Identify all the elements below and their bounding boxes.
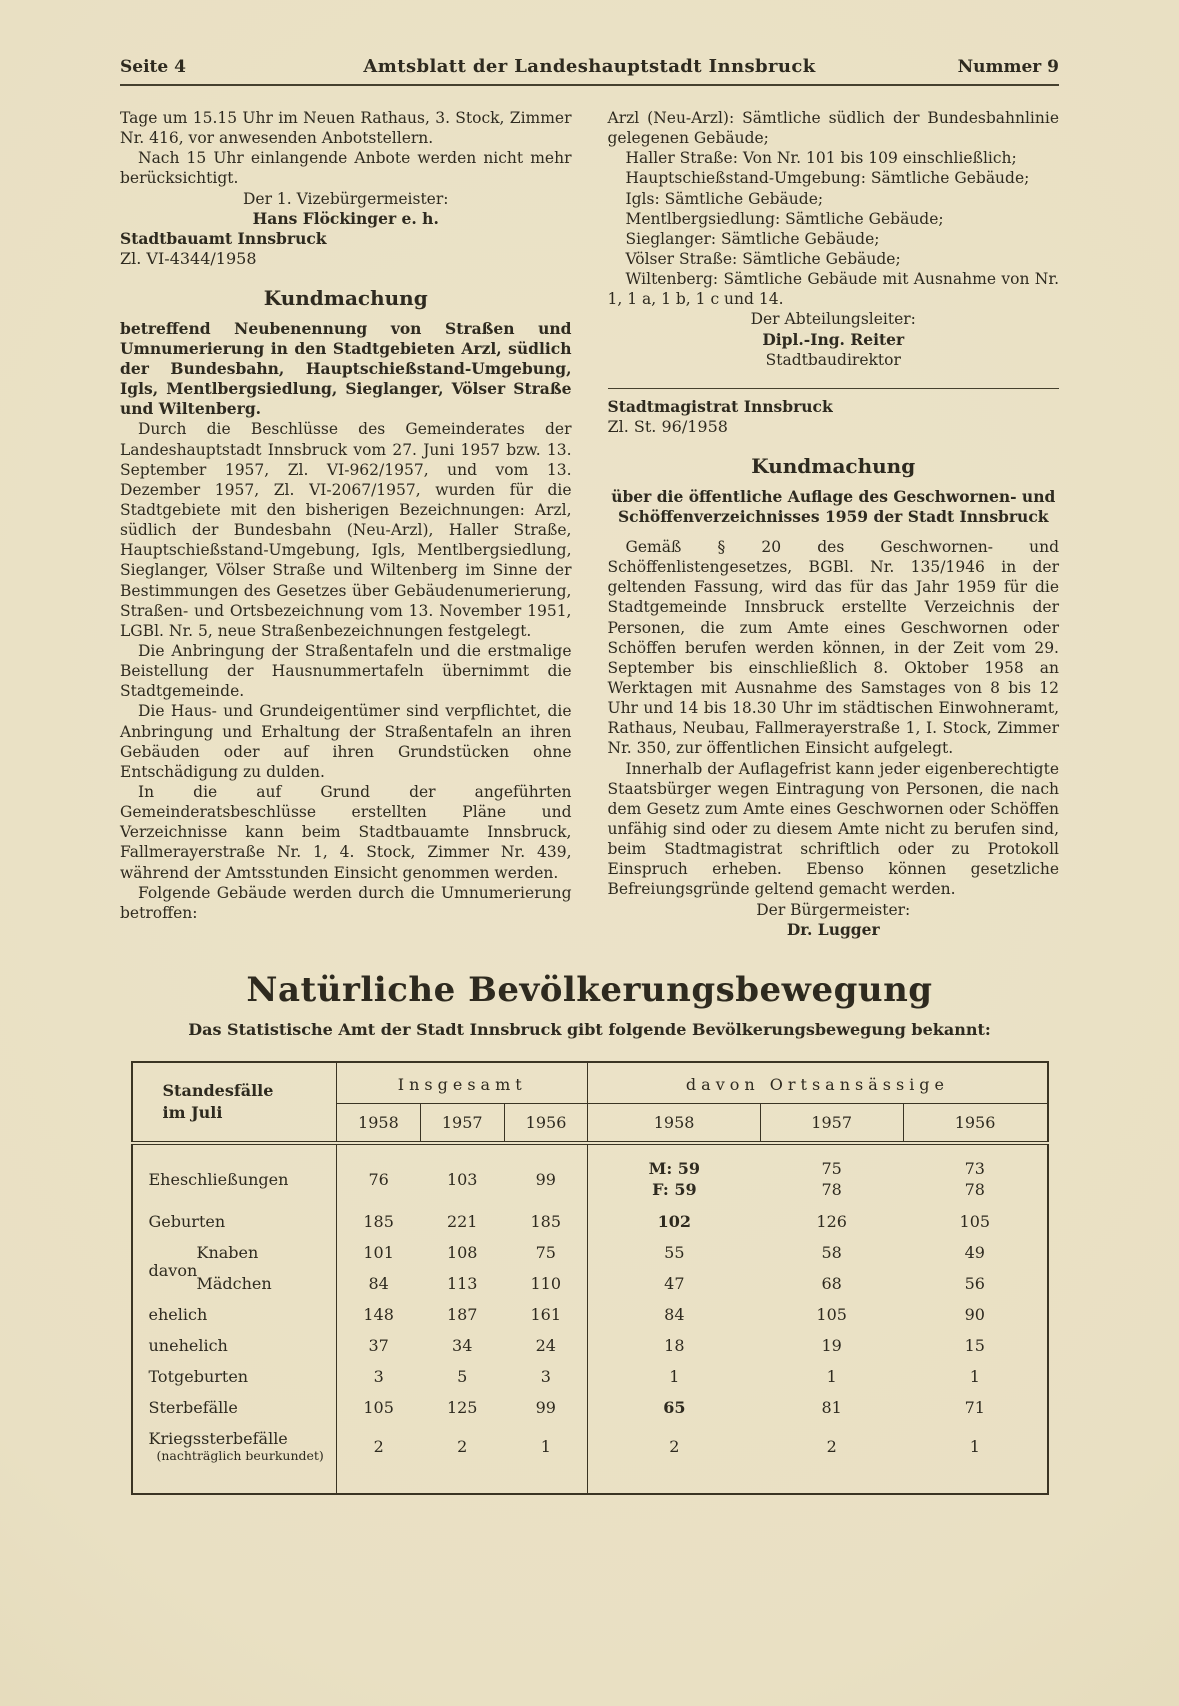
- signature-name: Hans Flöckinger e. h.: [252, 208, 439, 228]
- cell-line: 75: [821, 1158, 842, 1178]
- table-cell: 55: [588, 1237, 760, 1268]
- table-cell: 71: [964, 1398, 985, 1418]
- row-label: ehelich: [132, 1299, 337, 1330]
- table-cell: 126: [816, 1212, 847, 1232]
- group-header-row: [132, 1062, 1048, 1104]
- paragraph: Gemäß § 20 des Geschwornen- und Schöffenlistengesetzes, BGBl. Nr. 135/1946 in der geltenden Fassung, wird das für das Jahr 1959 für die Stadtgemeinde Innsbruck erstellte Verzeichnis der Personen, die zum Amte eines Geschwornen oder Schöffen berufen werden können, in der Zeit vom 29. September bis einschließlich 8. Oktober 1958 an Werktagen mit Ausnahme des Samstages von 8 bis 12 Uhr und 14 bis 18.30 Uhr im städtischen Einwohneramt, Rathaus, Neubau, Fallmerayerstraße 1, I. Stock, Zimmer Nr. 350, zur öffentlichen Einsicht aufgelegt.: [607, 538, 1059, 758]
- table-cell: 68: [821, 1274, 842, 1294]
- table-cell: 110: [530, 1274, 562, 1294]
- table-cell: 47: [588, 1268, 760, 1299]
- table-cell: 185: [363, 1212, 394, 1232]
- table-cell: [760, 1143, 903, 1207]
- table-cell: 2: [457, 1436, 468, 1456]
- street-item: Hauptschießstand-Umgebung: Sämtliche Gebäude;: [625, 169, 1030, 188]
- table-cell: 187: [446, 1305, 478, 1325]
- table-cell: 2: [588, 1423, 760, 1494]
- table-cell: 56: [964, 1274, 985, 1294]
- year-header: 1958: [588, 1103, 760, 1143]
- table-cell: 5: [457, 1367, 468, 1387]
- table-cell: 1: [969, 1436, 980, 1456]
- table-cell: 2: [373, 1436, 384, 1456]
- row-label: [132, 1268, 337, 1299]
- cell-line: M: 59: [648, 1158, 701, 1178]
- table-row-unehelich: [132, 1330, 1048, 1361]
- table-cell: [903, 1143, 1047, 1207]
- table-cell: 76: [368, 1170, 389, 1190]
- table-cell: 49: [964, 1243, 985, 1263]
- office-name: Stadtbauamt Innsbruck: [120, 228, 327, 248]
- table-cell: 221: [446, 1212, 478, 1232]
- row-label: unehelich: [132, 1330, 337, 1361]
- year-header: 1957: [420, 1103, 504, 1143]
- paragraph: Die Anbringung der Straßentafeln und die erstmalige Beistellung der Hausnummertafeln übernimmt die Stadtgemeinde.: [120, 642, 572, 701]
- davon-brace-label: davon: [148, 1261, 198, 1281]
- signature-role: Der 1. Vizebürgermeister:: [242, 189, 449, 208]
- article-divider-rule: [608, 388, 1060, 389]
- table-cell: 3: [373, 1367, 384, 1387]
- population-table: [131, 1061, 1049, 1496]
- notice-subject: betreffend Neubenennung von Straßen und Umnumerierung in den Stadtgebieten Arzl, südlich der Bundesbahn, Hauptschießstand-Umgebung, Igls, Mentlbergsiedlung, Sieglanger, Völser Straße und Wiltenberg.: [120, 318, 572, 419]
- year-header: 1957: [760, 1103, 903, 1143]
- group-header-insgesamt: Insgesamt: [337, 1062, 588, 1104]
- table-cell: 105: [959, 1212, 991, 1232]
- signature-name: Dipl.-Ing. Reiter: [762, 329, 905, 349]
- table-cell: 90: [964, 1305, 985, 1325]
- table-cell: [588, 1143, 760, 1207]
- row-label: Eheschließungen: [132, 1143, 337, 1207]
- table-cell: 84: [368, 1274, 389, 1294]
- paragraph: In die auf Grund der angeführten Gemeinderatsbeschlüsse erstellten Pläne und Verzeichnisse kann beim Stadtbauamte Innsbruck, Fallmerayerstraße Nr. 1, 4. Stock, Zimmer Nr. 439, während der Amtsstunden Einsicht genommen werden.: [120, 783, 572, 882]
- row-label: [132, 1237, 337, 1281]
- masthead-rule: [120, 84, 1059, 86]
- street-item: Wiltenberg: Sämtliche Gebäude mit Ausnahme von Nr. 1, 1 a, 1 b, 1 c und 14.: [607, 270, 1059, 309]
- year-header: 1956: [903, 1103, 1047, 1143]
- table-cell: 103: [446, 1170, 478, 1190]
- table-cell: 65: [588, 1392, 760, 1423]
- row-header-line2: im Juli: [162, 1102, 223, 1122]
- paragraph: Tage um 15.15 Uhr im Neuen Rathaus, 3. Stock, Zimmer Nr. 416, vor anwesenden Anbotstellern.: [120, 109, 572, 148]
- office-name: Stadtmagistrat Innsbruck: [607, 396, 833, 416]
- table-cell: 1: [540, 1436, 551, 1456]
- table-row-kriegssterbefaelle: [132, 1423, 1048, 1494]
- row-label: Totgeburten: [132, 1361, 337, 1392]
- table-cell: 15: [964, 1336, 985, 1356]
- table-cell: 18: [588, 1330, 760, 1361]
- street-item: Mentlbergsiedlung: Sämtliche Gebäude;: [625, 209, 944, 228]
- row-label-note: (nachträglich beurkundet): [156, 1448, 324, 1464]
- table-row-totgeburten: [132, 1361, 1048, 1392]
- signature-name: Dr. Lugger: [786, 919, 880, 939]
- row-header-line1: Standesfälle: [162, 1081, 274, 1101]
- signature-title: Stadtbaudirektor: [765, 350, 901, 369]
- street-item: Völser Straße: Sämtliche Gebäude;: [625, 249, 901, 268]
- row-label-text: Kriegssterbefälle: [148, 1429, 288, 1449]
- article-columns: [120, 108, 1059, 940]
- right-column: [608, 108, 1060, 940]
- paragraph: Innerhalb der Auflagefrist kann jeder eigenberechtigte Staatsbürger wegen Eintragung von Personen, die nach dem Gesetz zum Amte eines Geschwornen oder Schöffen unfähig sind oder zu diesem Amte nicht zu berufen sind, beim Stadtmagistrat schriftlich oder zu Protokoll Einspruch erheben. Ebenso können gesetzliche Befreiungsgründe geltend gemacht werden.: [607, 759, 1059, 899]
- row-label-text: Knaben: [196, 1243, 259, 1263]
- table-row-eheschliessungen: [132, 1143, 1048, 1207]
- paragraph: Nach 15 Uhr einlangende Anbote werden nicht mehr berücksichtigt.: [120, 149, 572, 188]
- row-header-title: [132, 1062, 337, 1143]
- paragraph: Folgende Gebäude werden durch die Umnumerierung betroffen:: [120, 883, 572, 922]
- table-cell: 58: [821, 1243, 842, 1263]
- table-cell: 125: [446, 1398, 478, 1418]
- table-cell: 161: [530, 1305, 562, 1325]
- group-header-ortsansaessige: davon Ortsansässige: [588, 1062, 1048, 1104]
- table-cell: 105: [363, 1398, 394, 1418]
- statistics-title: Natürliche Bevölkerungsbewegung: [246, 969, 933, 1010]
- table-cell: 108: [446, 1243, 478, 1263]
- cell-line: 78: [964, 1179, 985, 1199]
- table-cell: 101: [363, 1243, 394, 1263]
- notice-title: Kundmachung: [263, 285, 428, 310]
- row-label-text: Mädchen: [196, 1274, 272, 1294]
- table-row-sterbefaelle: [132, 1392, 1048, 1423]
- notice-title: Kundmachung: [751, 453, 916, 478]
- table-cell: 1: [969, 1367, 980, 1387]
- table-cell: 1: [588, 1361, 760, 1392]
- table-cell: 84: [588, 1299, 760, 1330]
- table-cell: 113: [446, 1274, 478, 1294]
- table-cell: 75: [535, 1243, 556, 1263]
- street-item: Igls: Sämtliche Gebäude;: [625, 189, 824, 208]
- table-cell: 24: [535, 1336, 556, 1356]
- table-cell: 2: [826, 1436, 837, 1456]
- file-number: Zl. St. 96/1958: [607, 416, 728, 436]
- table-cell: 37: [368, 1336, 389, 1356]
- row-label: Geburten: [132, 1206, 337, 1237]
- table-cell: 81: [821, 1398, 842, 1418]
- row-label: Sterbefälle: [132, 1392, 337, 1423]
- year-header: 1958: [337, 1103, 421, 1143]
- table-cell: 105: [816, 1305, 847, 1325]
- street-item: Sieglanger: Sämtliche Gebäude;: [625, 229, 880, 248]
- paragraph: Durch die Beschlüsse des Gemeinderates der Landeshauptstadt Innsbruck vom 27. Juni 1957 bzw. 13. September 1957, Zl. VI-962/1957, und vom 13. Dezember 1957, Zl. VI-2067/1957, wurden für die Stadtgebiete mit den bisherigen Bezeichnungen: Arzl, südlich der Bundesbahn (Neu-Arzl), Haller Straße, Hauptschießstand-Umgebung, Igls, Mentlbergsiedlung, Sieglanger, Völser Straße und Wiltenberg im Sinne der Bestimmungen des Gesetzes über Gebäudenumerierung, Straßen- und Ortsbezeichnung vom 13. November 1951, LGBl. Nr. 5, neue Straßenbezeichnungen festgelegt.: [120, 420, 572, 640]
- table-row-ehelich: [132, 1299, 1048, 1330]
- signature-role: Der Abteilungsleiter:: [750, 310, 916, 329]
- table-cell: 185: [530, 1212, 562, 1232]
- statistics-subtitle: Das Statistische Amt der Stadt Innsbruck gibt folgende Bevölkerungsbewegung bekannt:: [188, 1019, 991, 1039]
- cell-line: 73: [964, 1158, 985, 1178]
- table-row-maedchen: [132, 1268, 1048, 1299]
- signature-role: Der Bürgermeister:: [756, 900, 911, 919]
- table-cell: 99: [535, 1398, 556, 1418]
- cell-line: 78: [821, 1179, 842, 1199]
- paragraph: Die Haus- und Grundeigentümer sind verpflichtet, die Anbringung und Erhaltung der Straßentafeln an ihren Gebäuden oder auf ihren Grundstücken ohne Entschädigung zu dulden.: [120, 702, 572, 781]
- row-label: [132, 1423, 337, 1494]
- table-cell: 1: [826, 1367, 837, 1387]
- notice-subject: über die öffentliche Auflage des Geschwornen- und Schöffenverzeichnisses 1959 der Stadt Innsbruck: [611, 486, 1056, 526]
- table-row-geburten: [132, 1206, 1048, 1237]
- page-number: Seite 4: [120, 57, 186, 77]
- street-item: Arzl (Neu-Arzl): Sämtliche südlich der Bundesbahnlinie gelegenen Gebäude;: [607, 109, 1059, 148]
- table-cell: 148: [363, 1305, 394, 1325]
- table-row-knaben: [132, 1237, 1048, 1268]
- street-item: Haller Straße: Von Nr. 101 bis 109 einschließlich;: [625, 149, 1017, 168]
- left-column: [120, 108, 572, 940]
- year-header: 1956: [504, 1103, 588, 1143]
- file-number: Zl. VI-4344/1958: [120, 248, 257, 268]
- issue-number: Nummer 9: [957, 57, 1059, 77]
- cell-line: F: 59: [652, 1179, 697, 1199]
- table-cell: 3: [540, 1367, 551, 1387]
- table-cell: 19: [821, 1336, 842, 1356]
- masthead: [120, 56, 1059, 77]
- statistics-section: [120, 970, 1059, 1496]
- gazette-title: Amtsblatt der Landeshauptstadt Innsbruck: [363, 56, 816, 77]
- table-cell: 102: [588, 1206, 760, 1237]
- table-cell: 99: [535, 1170, 556, 1190]
- table-cell: 34: [452, 1336, 473, 1356]
